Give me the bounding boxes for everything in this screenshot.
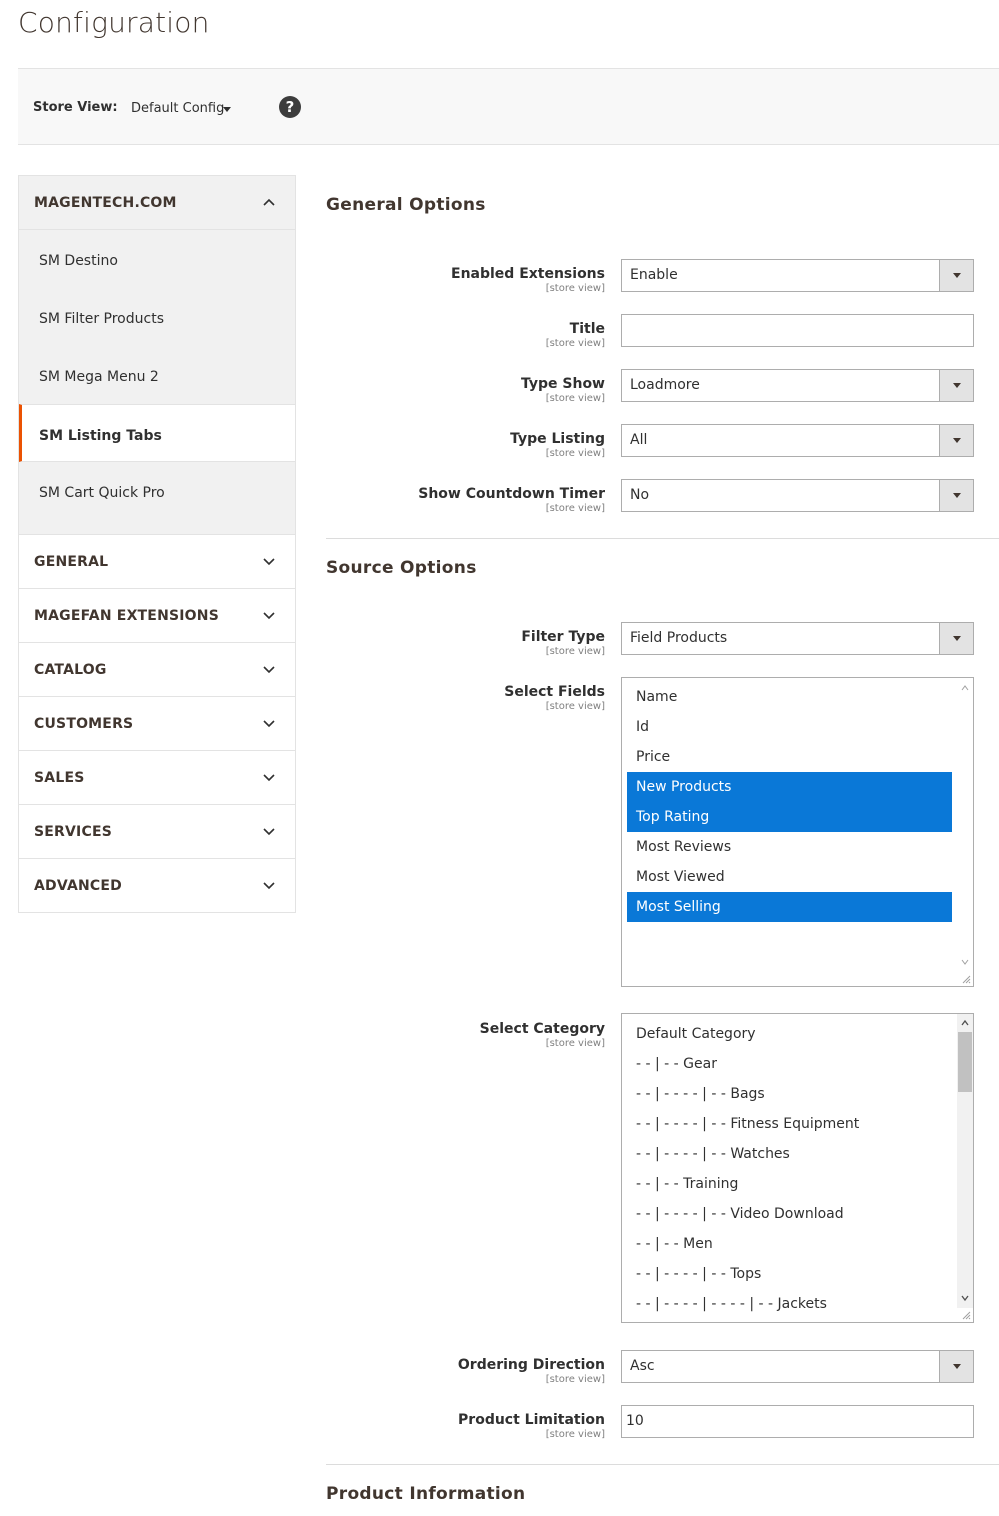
ordering-direction-label: Ordering Direction [store view]: [457, 1357, 605, 1385]
chevron-up-icon: [261, 194, 277, 210]
chevron-down-icon: [261, 769, 277, 785]
scroll-down-icon[interactable]: [961, 958, 969, 966]
dropdown-arrow-icon: [939, 1351, 973, 1382]
category-option[interactable]: - - | - - Training: [636, 1176, 739, 1192]
help-icon[interactable]: ?: [279, 96, 301, 118]
sidebar-item-sm-mega-menu-2[interactable]: SM Mega Menu 2: [39, 369, 159, 385]
category-option[interactable]: - - | - - - - | - - Watches: [636, 1146, 790, 1162]
tab-group-magefan-extensions[interactable]: MAGEFAN EXTENSIONS: [19, 588, 295, 642]
filter-type-select[interactable]: Field Products: [621, 622, 974, 655]
tab-group-advanced[interactable]: ADVANCED: [19, 858, 295, 912]
product-limitation-label: Product Limitation [store view]: [458, 1412, 605, 1440]
tab-group-services[interactable]: SERVICES: [19, 804, 295, 858]
tab-group-general[interactable]: GENERAL: [19, 534, 295, 588]
title-label: Title [store view]: [545, 321, 605, 349]
select-fields-label: Select Fields [store view]: [504, 684, 605, 712]
countdown-label: Show Countdown Timer [store view]: [418, 486, 605, 514]
type-listing-label: Type Listing [store view]: [510, 431, 605, 459]
section-source-options[interactable]: Source Options: [326, 558, 477, 578]
category-option[interactable]: - - | - - Gear: [636, 1056, 717, 1072]
chevron-down-icon: [261, 877, 277, 893]
chevron-down-icon: [261, 661, 277, 677]
resize-grip-icon[interactable]: [962, 1311, 971, 1320]
scroll-up-icon[interactable]: [961, 1019, 969, 1027]
select-category-multiselect[interactable]: [621, 1013, 974, 1323]
field-option[interactable]: Most Viewed: [636, 869, 725, 885]
tab-group-customers[interactable]: CUSTOMERS: [19, 696, 295, 750]
field-option[interactable]: Most Reviews: [636, 839, 732, 855]
type-show-select[interactable]: Loadmore: [621, 369, 974, 402]
tab-group-sales[interactable]: SALES: [19, 750, 295, 804]
chevron-down-icon: [261, 607, 277, 623]
section-general-options[interactable]: General Options: [326, 195, 486, 215]
category-option[interactable]: - - | - - - - | - - Video Download: [636, 1206, 844, 1222]
category-option[interactable]: - - | - - - - | - - Tops: [636, 1266, 762, 1282]
select-fields-multiselect[interactable]: [621, 677, 974, 987]
countdown-select[interactable]: No: [621, 479, 974, 512]
sidebar-item-sm-filter-products[interactable]: SM Filter Products: [39, 311, 164, 327]
enabled-extensions-select[interactable]: Enable: [621, 259, 974, 292]
config-sidebar: [18, 175, 296, 913]
dropdown-arrow-icon: [939, 623, 973, 654]
field-option-selected[interactable]: Most Selling: [627, 892, 952, 922]
select-category-label: Select Category [store view]: [479, 1021, 605, 1049]
chevron-down-icon: [261, 553, 277, 569]
store-view-switcher[interactable]: Default Config: [131, 101, 225, 116]
category-option[interactable]: - - | - - - - | - - Bags: [636, 1086, 765, 1102]
sidebar-item-sm-cart-quick-pro[interactable]: SM Cart Quick Pro: [39, 485, 165, 501]
dropdown-arrow-icon: [939, 370, 973, 401]
sidebar-item-sm-listing-tabs[interactable]: SM Listing Tabs: [19, 404, 295, 462]
dropdown-arrow-icon: [939, 480, 973, 511]
category-option[interactable]: - - | - - - - | - - Fitness Equipment: [636, 1116, 860, 1132]
category-option[interactable]: - - | - - - - | - - - - | - - Jackets: [636, 1296, 827, 1312]
ordering-direction-select[interactable]: Asc: [621, 1350, 974, 1383]
title-input[interactable]: [621, 314, 974, 347]
resize-grip-icon[interactable]: [962, 975, 971, 984]
tab-group-magentech[interactable]: MAGENTECH.COM: [19, 176, 295, 230]
chevron-down-icon: [261, 715, 277, 731]
category-option[interactable]: - - | - - Men: [636, 1236, 713, 1252]
field-option[interactable]: Price: [636, 749, 671, 765]
store-view-bar: [18, 68, 999, 145]
sidebar-item-sm-destino[interactable]: SM Destino: [39, 253, 118, 269]
tab-group-magentech-items: [19, 230, 295, 534]
filter-type-label: Filter Type [store view]: [521, 629, 605, 657]
dropdown-arrow-icon: [939, 425, 973, 456]
store-view-label: Store View:: [33, 100, 118, 115]
scrollbar-thumb[interactable]: [958, 1032, 972, 1092]
chevron-down-icon: [261, 823, 277, 839]
enabled-extensions-label: Enabled Extensions [store view]: [451, 266, 605, 294]
scroll-down-icon[interactable]: [961, 1294, 969, 1302]
field-option-selected[interactable]: New Products: [627, 772, 952, 802]
type-show-label: Type Show [store view]: [520, 376, 605, 404]
dropdown-arrow-icon: [939, 260, 973, 291]
section-divider: [326, 1464, 999, 1465]
type-listing-select[interactable]: All: [621, 424, 974, 457]
category-option[interactable]: Default Category: [636, 1026, 756, 1042]
field-option-selected[interactable]: Top Rating: [627, 802, 952, 832]
product-limitation-input[interactable]: 10: [621, 1405, 974, 1438]
field-option[interactable]: Id: [636, 719, 650, 735]
page-title: Configuration: [18, 6, 210, 39]
section-product-information[interactable]: Product Information: [326, 1484, 526, 1504]
tab-group-catalog[interactable]: CATALOG: [19, 642, 295, 696]
section-divider: [326, 538, 999, 539]
field-option[interactable]: Name: [636, 689, 678, 705]
scroll-up-icon[interactable]: [961, 684, 969, 692]
caret-down-icon[interactable]: [223, 107, 231, 112]
